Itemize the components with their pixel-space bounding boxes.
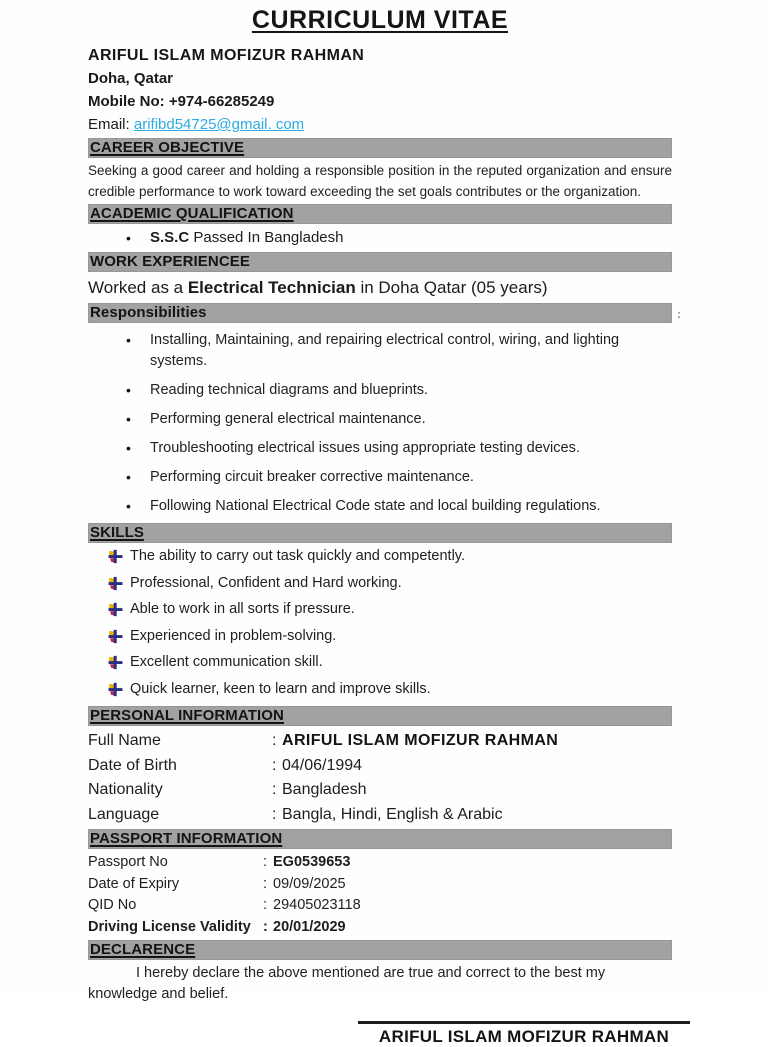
responsibility-item: • Following National Electrical Code state and local building regulations. (88, 492, 672, 521)
skills-list (88, 545, 672, 704)
candidate-location: Doha, Qatar (88, 70, 174, 87)
skill-item: Quick learner, keen to learn and improve skills. (88, 678, 672, 705)
pass-row-driving-license-validity: Driving License Validity : 20/01/2029 (88, 918, 346, 935)
down-arrow-icon (108, 680, 130, 702)
bullet-icon: • (126, 230, 131, 246)
signature-block (358, 1021, 690, 1047)
work-experience-line: Worked as a Electrical Technician in Doha Qatar (05 years) (88, 278, 548, 297)
responsibilities-trailing-colon: : (677, 307, 681, 321)
declarence-text: I hereby declare the above mentioned are true and correct to the best my knowledge and belief. (88, 965, 606, 1002)
section-bar-skills (88, 523, 672, 543)
section-bar-passport-information (88, 829, 672, 849)
section-bar-personal-information (88, 706, 672, 726)
skill-item: Professional, Confident and Hard working. (88, 572, 672, 599)
bullet-icon: • (126, 469, 131, 485)
responsibilities-list (88, 326, 672, 521)
skill-item: Experienced in problem-solving. (88, 625, 672, 652)
bullet-icon: • (126, 440, 131, 456)
skills-heading: SKILLS (90, 524, 144, 541)
section-bar-work-experience (88, 252, 672, 272)
page-title: CURRICULUM VITAE (251, 6, 509, 34)
bullet-icon: • (126, 382, 131, 398)
candidate-name: ARIFUL ISLAM MOFIZUR RAHMAN (88, 47, 365, 64)
down-arrow-icon (108, 627, 130, 649)
career-objective-heading: CAREER OBJECTIVE (90, 139, 245, 156)
pass-row-passport-no: Passport No : EG0539653 (88, 854, 351, 870)
bullet-icon: • (126, 498, 131, 514)
section-bar-academic-qualification (88, 204, 672, 224)
section-bar-career-objective (88, 138, 672, 158)
signature-name: ARIFUL ISLAM MOFIZUR RAHMAN (378, 1027, 670, 1046)
passport-information-heading: PASSPORT INFORMATION (90, 830, 283, 847)
info-row-date-of-birth: Date of Birth : 04/06/1994 (88, 756, 363, 774)
academic-qualification-heading: ACADEMIC QUALIFICATION (90, 205, 294, 222)
down-arrow-icon (108, 600, 130, 622)
responsibility-item: • Performing general electrical maintenance. (88, 405, 672, 434)
responsibility-item: • Installing, Maintaining, and repairing electrical control, wiring, and lighting systems. (126, 332, 620, 369)
responsibility-item: • Reading technical diagrams and blueprints. (88, 376, 672, 405)
bullet-icon: • (126, 411, 131, 427)
work-experience-heading: WORK EXPERIENCEE (90, 253, 250, 270)
section-bar-declarence (88, 940, 672, 960)
down-arrow-icon (108, 547, 130, 569)
down-arrow-icon (108, 653, 130, 675)
career-objective-text: Seeking a good career and holding a responsible position in the reputed organization and ensure credible performance to work toward exceeding the set goals contributes or the organization. (88, 163, 672, 199)
info-row-language: Language : Bangla, Hindi, English & Arabic (88, 805, 503, 823)
mobile-number: +974-66285249 (168, 93, 275, 110)
responsibility-item: • Troubleshooting electrical issues using appropriate testing devices. (88, 434, 672, 463)
skill-item: The ability to carry out task quickly and competently. (88, 545, 672, 572)
bullet-icon: • (126, 332, 131, 348)
skill-item: Excellent communication skill. (88, 651, 672, 678)
email-line (88, 113, 672, 136)
personal-information-heading: PERSONAL INFORMATION (90, 707, 284, 724)
mobile-line (88, 90, 672, 113)
academic-qualification-item (88, 226, 672, 250)
signature-line (358, 1021, 690, 1024)
mobile-label: Mobile No: (88, 93, 165, 110)
email-link[interactable]: arifibd54725@gmail. com (133, 116, 305, 133)
info-row-nationality: Nationality : Bangladesh (88, 781, 367, 798)
section-bar-responsibilities (88, 303, 681, 323)
info-row-full-name: Full Name : ARIFUL ISLAM MOFIZUR RAHMAN (88, 732, 559, 749)
responsibility-item: • Performing circuit breaker corrective maintenance. (88, 463, 672, 492)
skill-item: Able to work in all sorts if pressure. (88, 598, 672, 625)
email-label: Email: (88, 116, 130, 133)
personal-information-rows (88, 729, 672, 827)
passport-information-rows (88, 852, 672, 938)
academic-item-text: S.S.C Passed In Bangladesh (150, 229, 344, 246)
declarence-heading: DECLARENCE (90, 941, 196, 958)
pass-row-date-of-expiry: Date of Expiry : 09/09/2025 (88, 875, 346, 892)
responsibilities-heading: Responsibilities (90, 304, 207, 321)
pass-row-qid-no: QID No : 29405023118 (88, 897, 361, 913)
down-arrow-icon (108, 574, 130, 596)
